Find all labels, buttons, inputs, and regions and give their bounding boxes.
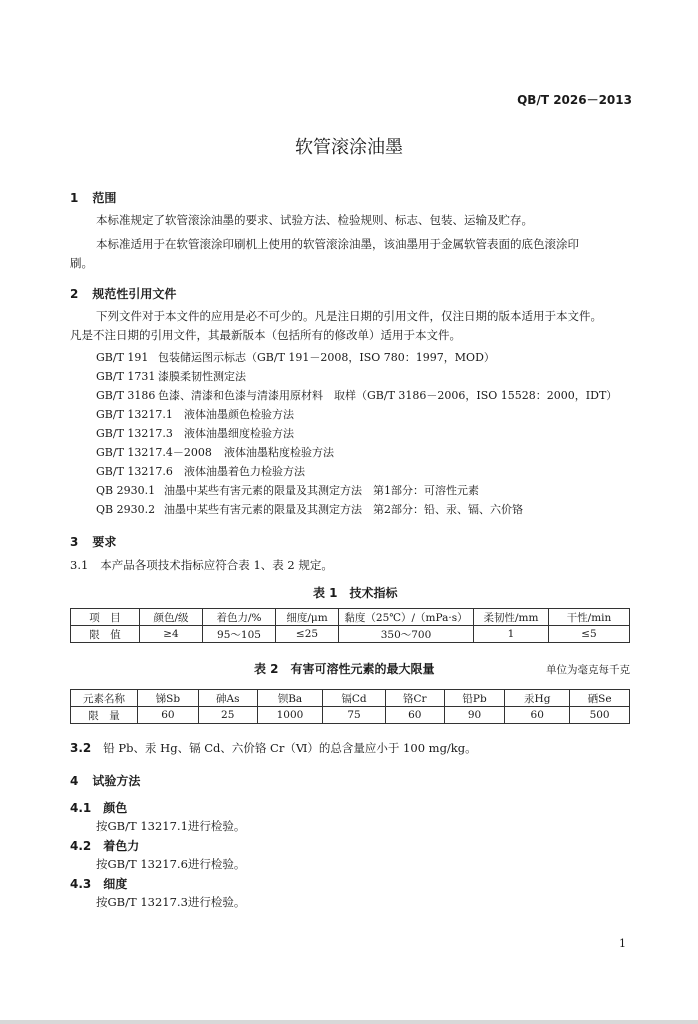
page-edge [0,1020,698,1024]
table-header-cell: 钡Ba [257,690,323,707]
reference-item [96,425,294,441]
reference-item [96,482,479,498]
subclause-number: 4.1 [70,801,92,815]
table-1-caption: 表 1 技术指标 [313,586,398,600]
section-4-heading [70,772,140,789]
section-number: 1 [70,191,79,205]
table-header-cell: 细度/μm [276,609,339,626]
table-cell: ≤25 [276,626,339,643]
reference-code: GB/T 191 [96,351,149,364]
page-number: 1 [619,937,626,950]
subclause-number: 4.3 [70,877,92,891]
technical-indicators-table [70,608,630,643]
reference-title: 漆膜柔韧性测定法 [158,370,246,383]
table-cell: 1 [474,626,549,643]
table-header-row [71,609,630,626]
table-header-cell: 黏度（25℃）/（mPa·s） [339,609,474,626]
reference-item [96,444,334,460]
table-header-cell: 干性/min [549,609,630,626]
section-number: 2 [70,287,79,301]
subclause-text: 按GB/T 13217.3进行检验。 [96,895,246,909]
reference-title: 包装储运图示标志（GB/T 191－2008，ISO 780：1997，MOD） [158,351,495,364]
reference-code: GB/T 13217.1 [96,408,173,421]
table-cell: 500 [570,707,630,724]
subclause-text: 按GB/T 13217.1进行检验。 [96,819,246,833]
table-cell: 60 [138,707,199,724]
table-header-cell: 铅Pb [444,690,505,707]
table-header-cell: 镉Cd [323,690,386,707]
table-cell: 75 [323,707,386,724]
section-3-heading [70,533,116,550]
section-title: 要求 [92,535,117,549]
table-cell: 25 [198,707,257,724]
table-header-cell: 汞Hg [505,690,570,707]
table-header-cell: 颜色/级 [140,609,203,626]
reference-code: GB/T 3186 [96,389,156,402]
clause-number: 3.2 [70,741,92,755]
table-row [71,707,630,724]
reference-code: QB 2930.1 [96,484,156,497]
table-header-cell: 锑Sb [138,690,199,707]
clause-3-2 [70,740,477,756]
table-row [71,626,630,643]
reference-code: GB/T 1731 [96,370,156,383]
subclause-title: 细度 [103,877,128,891]
clause-text: 铅 Pb、汞 Hg、镉 Cd、六价铬 Cr（Ⅵ）的总含量应小于 100 mg/kg。 [103,741,477,755]
reference-item [96,349,495,365]
reference-item [96,463,305,479]
table-header-cell: 项 目 [71,609,140,626]
table-cell: 60 [385,707,444,724]
table-header-cell: 铬Cr [385,690,444,707]
table-cell: 90 [444,707,505,724]
table-cell: 限 值 [71,626,140,643]
subclause-title: 着色力 [103,839,140,853]
section-number: 3 [70,535,79,549]
paragraph: 本标准规定了软管滚涂油墨的要求、试验方法、检验规则、标志、包装、运输及贮存。 [96,213,533,227]
section-number: 4 [70,774,79,788]
reference-item [96,368,246,384]
reference-title: 色漆、清漆和色漆与清漆用原材料 取样（GB/T 3186－2006，ISO 15528：2000，IDT） [158,389,618,402]
table-header-row [71,690,630,707]
subclause-title: 颜色 [103,801,128,815]
paragraph: 本标准适用于在软管滚涂印刷机上使用的软管滚涂油墨，该油墨用于金属软管表面的底色滚涂印 [96,237,579,251]
table-2-unit: 单位为毫克每千克 [546,664,630,676]
table-header-cell: 元素名称 [71,690,138,707]
subclause-number: 4.2 [70,839,92,853]
reference-item [96,406,294,422]
reference-title: 油墨中某些有害元素的限量及其测定方法 第1部分：可溶性元素 [164,484,479,497]
paragraph: 凡是不注日期的引用文件，其最新版本（包括所有的修改单）适用于本文件。 [70,328,461,342]
document-title: 软管滚涂油墨 [295,137,403,158]
section-title: 试验方法 [92,774,141,788]
section-2-heading [70,285,176,302]
standard-code: QB/T 2026－2013 [517,93,632,107]
section-title: 规范性引用文件 [92,287,177,301]
reference-code: GB/T 13217.6 [96,465,173,478]
table-header-cell: 柔韧性/mm [474,609,549,626]
subclause-heading [70,837,139,854]
section-title: 范围 [92,191,117,205]
reference-title: 液体油墨细度检验方法 [184,427,294,440]
table-header-cell: 砷As [198,690,257,707]
reference-title: 液体油墨着色力检验方法 [184,465,305,478]
table-cell: 限 量 [71,707,138,724]
reference-code: GB/T 13217.3 [96,427,173,440]
reference-code: GB/T 13217.4－2008 [96,446,212,459]
reference-item [96,387,617,403]
table-2-caption: 表 2 有害可溶性元素的最大限量 [254,662,435,676]
reference-code: QB 2930.2 [96,503,156,516]
table-header-cell: 硒Se [570,690,630,707]
clause-number: 3.1 [70,558,89,572]
subclause-text: 按GB/T 13217.6进行检验。 [96,857,246,871]
table-cell: ≤5 [549,626,630,643]
table-header-cell: 着色力/% [203,609,276,626]
table-cell: 95～105 [203,626,276,643]
paragraph: 下列文件对于本文件的应用是必不可少的。凡是注日期的引用文件，仅注日期的版本适用于本文件。 [96,309,602,323]
section-1-heading [70,189,116,206]
reference-title: 液体油墨颜色检验方法 [184,408,294,421]
table-cell: 350～700 [339,626,474,643]
harmful-elements-table [70,689,630,724]
subclause-heading [70,875,127,892]
reference-item [96,501,523,517]
reference-title: 液体油墨粘度检验方法 [224,446,334,459]
table-cell: 1000 [257,707,323,724]
paragraph: 刷。 [70,256,93,270]
reference-title: 油墨中某些有害元素的限量及其测定方法 第2部分：铅、汞、镉、六价铬 [164,503,523,516]
clause-3-1 [70,557,333,573]
table-cell: 60 [505,707,570,724]
subclause-heading [70,799,127,816]
table-cell: ≥4 [140,626,203,643]
clause-text: 本产品各项技术指标应符合表 1、表 2 规定。 [100,558,333,572]
